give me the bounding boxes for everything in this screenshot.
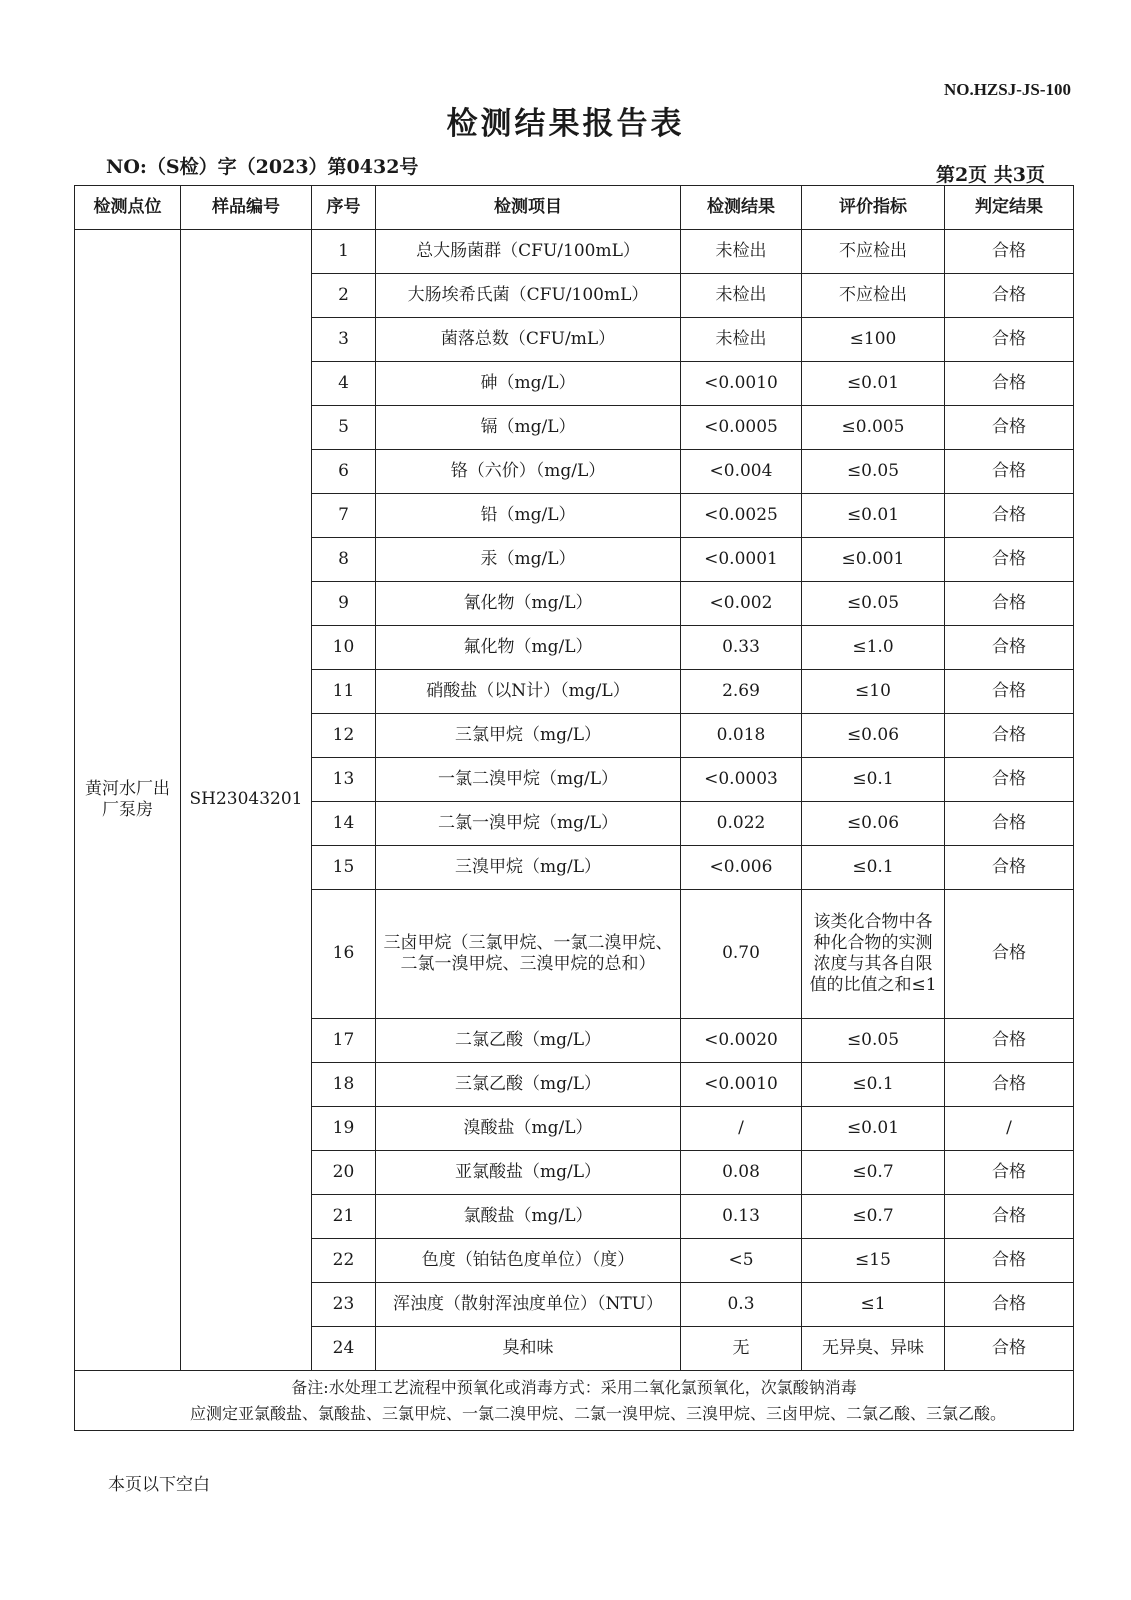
- item-cell: 氯酸盐（mg/L）: [376, 1195, 681, 1239]
- criteria-cell: ≤0.05: [802, 582, 945, 626]
- judgement-cell: 合格: [945, 318, 1074, 362]
- row-number: 8: [312, 538, 376, 582]
- criteria-cell: ≤0.7: [802, 1151, 945, 1195]
- result-cell: <0.0010: [681, 362, 802, 406]
- result-cell: <0.0020: [681, 1019, 802, 1063]
- judgement-cell: 合格: [945, 1239, 1074, 1283]
- criteria-cell: ≤0.1: [802, 846, 945, 890]
- result-cell: <0.002: [681, 582, 802, 626]
- notes-cell: [75, 1371, 1074, 1431]
- item-cell: 三溴甲烷（mg/L）: [376, 846, 681, 890]
- notes-line-1: 备注:水处理工艺流程中预氧化或消毒方式：采用二氧化氯预氧化，次氯酸钠消毒: [291, 1377, 857, 1397]
- result-cell: 0.3: [681, 1283, 802, 1327]
- item-cell: 砷（mg/L）: [376, 362, 681, 406]
- criteria-cell: ≤15: [802, 1239, 945, 1283]
- judgement-cell: 合格: [945, 1063, 1074, 1107]
- judgement-cell: 合格: [945, 1019, 1074, 1063]
- result-cell: 未检出: [681, 318, 802, 362]
- report-number: NO:（S检）字（2023）第0432号: [106, 156, 419, 178]
- judgement-cell: 合格: [945, 670, 1074, 714]
- criteria-cell: ≤0.01: [802, 1107, 945, 1151]
- row-number: 1: [312, 230, 376, 274]
- header-criteria: 评价指标: [802, 186, 945, 230]
- judgement-cell: 合格: [945, 362, 1074, 406]
- criteria-cell: 该类化合物中各种化合物的实测浓度与其各自限值的比值之和≤1: [802, 890, 945, 1019]
- result-cell: 0.13: [681, 1195, 802, 1239]
- item-cell: 一氯二溴甲烷（mg/L）: [376, 758, 681, 802]
- judgement-cell: 合格: [945, 230, 1074, 274]
- judgement-cell: 合格: [945, 1327, 1074, 1371]
- header-sample-id: 样品编号: [181, 186, 312, 230]
- row-number: 2: [312, 274, 376, 318]
- result-cell: <0.0001: [681, 538, 802, 582]
- table-row: [75, 230, 1074, 274]
- criteria-cell: ≤0.06: [802, 802, 945, 846]
- judgement-cell: 合格: [945, 846, 1074, 890]
- result-cell: 无: [681, 1327, 802, 1371]
- criteria-cell: ≤0.1: [802, 1063, 945, 1107]
- result-cell: 未检出: [681, 230, 802, 274]
- criteria-cell: ≤0.06: [802, 714, 945, 758]
- criteria-cell: ≤0.005: [802, 406, 945, 450]
- result-cell: <0.0010: [681, 1063, 802, 1107]
- row-number: 9: [312, 582, 376, 626]
- judgement-cell: /: [945, 1107, 1074, 1151]
- row-number: 21: [312, 1195, 376, 1239]
- criteria-cell: ≤0.7: [802, 1195, 945, 1239]
- criteria-cell: 不应检出: [802, 274, 945, 318]
- row-number: 15: [312, 846, 376, 890]
- page-indicator: 第2页 共3页: [935, 164, 1045, 186]
- header-judgement: 判定结果: [945, 186, 1074, 230]
- item-cell: 镉（mg/L）: [376, 406, 681, 450]
- judgement-cell: 合格: [945, 890, 1074, 1019]
- row-number: 22: [312, 1239, 376, 1283]
- judgement-cell: 合格: [945, 582, 1074, 626]
- result-cell: 0.70: [681, 890, 802, 1019]
- criteria-cell: ≤1: [802, 1283, 945, 1327]
- item-cell: 总大肠菌群（CFU/100mL）: [376, 230, 681, 274]
- item-cell: 大肠埃希氏菌（CFU/100mL）: [376, 274, 681, 318]
- criteria-cell: 不应检出: [802, 230, 945, 274]
- row-number: 11: [312, 670, 376, 714]
- item-cell: 铅（mg/L）: [376, 494, 681, 538]
- result-cell: 0.08: [681, 1151, 802, 1195]
- item-cell: 浑浊度（散射浑浊度单位）（NTU）: [376, 1283, 681, 1327]
- row-number: 10: [312, 626, 376, 670]
- row-number: 7: [312, 494, 376, 538]
- criteria-cell: 无异臭、异味: [802, 1327, 945, 1371]
- item-cell: 三氯乙酸（mg/L）: [376, 1063, 681, 1107]
- result-cell: /: [681, 1107, 802, 1151]
- criteria-cell: ≤0.001: [802, 538, 945, 582]
- row-number: 16: [312, 890, 376, 1019]
- item-cell: 汞（mg/L）: [376, 538, 681, 582]
- result-cell: <0.0005: [681, 406, 802, 450]
- item-cell: 三卤甲烷（三氯甲烷、一氯二溴甲烷、二氯一溴甲烷、三溴甲烷的总和）: [376, 890, 681, 1019]
- criteria-cell: ≤10: [802, 670, 945, 714]
- results-table: [74, 185, 1074, 1431]
- criteria-cell: ≤0.1: [802, 758, 945, 802]
- row-number: 4: [312, 362, 376, 406]
- blank-below-note: 本页以下空白: [108, 1475, 210, 1495]
- header-no: 序号: [312, 186, 376, 230]
- report-title: 检测结果报告表: [446, 106, 685, 142]
- criteria-cell: ≤100: [802, 318, 945, 362]
- sample-id-cell: SH23043201: [181, 230, 312, 1371]
- judgement-cell: 合格: [945, 494, 1074, 538]
- item-cell: 二氯乙酸（mg/L）: [376, 1019, 681, 1063]
- result-cell: <0.0003: [681, 758, 802, 802]
- result-cell: <0.006: [681, 846, 802, 890]
- result-cell: <0.004: [681, 450, 802, 494]
- document-code: NO.HZSJ-JS-100: [943, 80, 1071, 99]
- item-cell: 溴酸盐（mg/L）: [376, 1107, 681, 1151]
- result-cell: <0.0025: [681, 494, 802, 538]
- item-cell: 氰化物（mg/L）: [376, 582, 681, 626]
- judgement-cell: 合格: [945, 802, 1074, 846]
- header-item: 检测项目: [376, 186, 681, 230]
- result-cell: 0.018: [681, 714, 802, 758]
- header-result: 检测结果: [681, 186, 802, 230]
- criteria-cell: ≤0.05: [802, 450, 945, 494]
- row-number: 19: [312, 1107, 376, 1151]
- item-cell: 色度（铂钴色度单位）（度）: [376, 1239, 681, 1283]
- item-cell: 菌落总数（CFU/mL）: [376, 318, 681, 362]
- location-cell: 黄河水厂出厂泵房: [75, 230, 181, 1371]
- row-number: 5: [312, 406, 376, 450]
- row-number: 24: [312, 1327, 376, 1371]
- judgement-cell: 合格: [945, 538, 1074, 582]
- judgement-cell: 合格: [945, 714, 1074, 758]
- judgement-cell: 合格: [945, 1195, 1074, 1239]
- judgement-cell: 合格: [945, 758, 1074, 802]
- item-cell: 氟化物（mg/L）: [376, 626, 681, 670]
- judgement-cell: 合格: [945, 274, 1074, 318]
- item-cell: 臭和味: [376, 1327, 681, 1371]
- result-cell: 未检出: [681, 274, 802, 318]
- header-location: 检测点位: [75, 186, 181, 230]
- result-cell: 0.022: [681, 802, 802, 846]
- row-number: 17: [312, 1019, 376, 1063]
- criteria-cell: ≤0.01: [802, 362, 945, 406]
- judgement-cell: 合格: [945, 1283, 1074, 1327]
- criteria-cell: ≤0.01: [802, 494, 945, 538]
- notes-line-2: 应测定亚氯酸盐、氯酸盐、三氯甲烷、一氯二溴甲烷、二氯一溴甲烷、三溴甲烷、三卤甲烷、二氯乙酸、三氯乙酸。: [189, 1403, 1006, 1423]
- row-number: 12: [312, 714, 376, 758]
- item-cell: 硝酸盐（以N计）（mg/L）: [376, 670, 681, 714]
- judgement-cell: 合格: [945, 626, 1074, 670]
- judgement-cell: 合格: [945, 450, 1074, 494]
- criteria-cell: ≤0.05: [802, 1019, 945, 1063]
- item-cell: 三氯甲烷（mg/L）: [376, 714, 681, 758]
- row-number: 18: [312, 1063, 376, 1107]
- row-number: 6: [312, 450, 376, 494]
- result-cell: 0.33: [681, 626, 802, 670]
- row-number: 13: [312, 758, 376, 802]
- row-number: 20: [312, 1151, 376, 1195]
- judgement-cell: 合格: [945, 406, 1074, 450]
- item-cell: 二氯一溴甲烷（mg/L）: [376, 802, 681, 846]
- result-cell: <5: [681, 1239, 802, 1283]
- row-number: 23: [312, 1283, 376, 1327]
- judgement-cell: 合格: [945, 1151, 1074, 1195]
- criteria-cell: ≤1.0: [802, 626, 945, 670]
- result-cell: 2.69: [681, 670, 802, 714]
- row-number: 14: [312, 802, 376, 846]
- row-number: 3: [312, 318, 376, 362]
- header-row: [75, 186, 1074, 230]
- item-cell: 亚氯酸盐（mg/L）: [376, 1151, 681, 1195]
- item-cell: 铬（六价）（mg/L）: [376, 450, 681, 494]
